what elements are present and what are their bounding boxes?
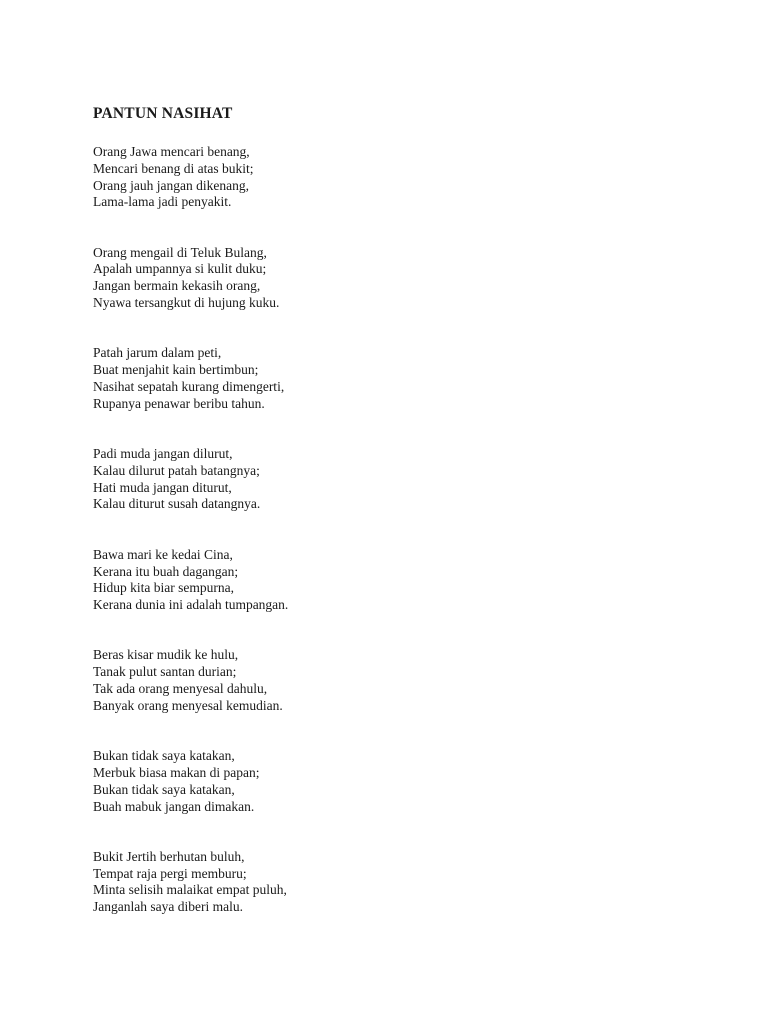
stanza-7 (93, 748, 693, 815)
stanza-line: Kalau diturut susah datangnya. (93, 496, 261, 512)
stanza-line: Mencari benang di atas bukit; (93, 160, 254, 176)
stanza-line: Tempat raja pergi memburu; (93, 865, 247, 881)
stanza-line: Patah jarum dalam peti, (93, 345, 222, 361)
stanza-line: Tanak pulut santan durian; (93, 664, 237, 680)
stanza-6 (93, 647, 693, 714)
stanza-line: Hidup kita biar sempurna, (93, 580, 234, 596)
stanza-line: Orang Jawa mencari benang, (93, 144, 250, 159)
stanza-line: Apalah umpannya si kulit duku; (93, 261, 267, 277)
stanza-line: Janganlah saya diberi malu. (93, 899, 243, 915)
stanza-line: Bukit Jertih berhutan buluh, (93, 848, 245, 864)
stanza-2 (93, 245, 693, 312)
stanza-line: Nasihat sepatah kurang dimengerti, (93, 378, 285, 394)
stanza-line: Nyawa tersangkut di hujung kuku. (93, 295, 280, 311)
stanza-line: Rupanya penawar beribu tahun. (93, 395, 265, 411)
stanza-line: Banyak orang menyesal kemudian. (93, 697, 283, 713)
stanza-line: Buah mabuk jangan dimakan. (93, 798, 255, 814)
stanza-4 (93, 446, 693, 513)
stanza-3 (93, 345, 693, 412)
stanza-line: Kalau dilurut patah batangnya; (93, 462, 260, 478)
stanza-line: Bukan tidak saya katakan, (93, 781, 235, 797)
stanza-line: Orang mengail di Teluk Bulang, (93, 244, 267, 260)
stanza-line: Merbuk biasa makan di papan; (93, 764, 260, 780)
stanza-line: Lama-lama jadi penyakit. (93, 194, 232, 210)
stanza-line: Bukan tidak saya katakan, (93, 748, 235, 764)
stanza-line: Hati muda jangan diturut, (93, 479, 232, 495)
stanza-line: Beras kisar mudik ke hulu, (93, 647, 239, 663)
stanza-5 (93, 547, 693, 614)
stanza-8 (93, 849, 693, 916)
stanza-line: Buat menjahit kain bertimbun; (93, 362, 259, 378)
document-title: PANTUN NASIHAT (93, 105, 233, 122)
stanza-line: Minta selisih malaikat empat puluh, (93, 882, 287, 898)
stanza-line: Bawa mari ke kedai Cina, (93, 546, 233, 562)
document-content (93, 104, 693, 950)
stanza-line: Padi muda jangan dilurut, (93, 446, 233, 462)
stanza-line: Orang jauh jangan dikenang, (93, 177, 249, 193)
stanza-line: Kerana itu buah dagangan; (93, 563, 239, 579)
stanza-line: Jangan bermain kekasih orang, (93, 278, 261, 294)
stanza-1 (93, 144, 693, 211)
stanza-line: Tak ada orang menyesal dahulu, (93, 681, 268, 697)
stanza-line: Kerana dunia ini adalah tumpangan. (93, 597, 289, 613)
